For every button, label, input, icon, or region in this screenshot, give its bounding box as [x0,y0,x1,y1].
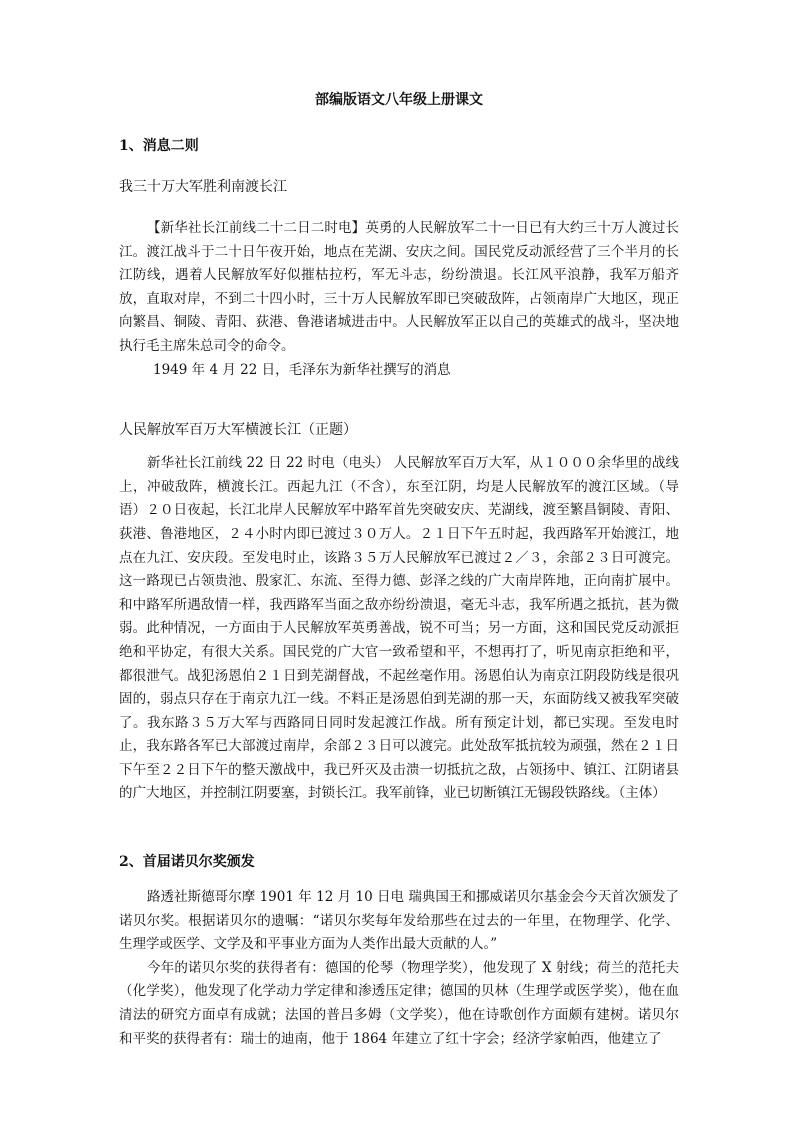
news-headline-1: 我三十万大军胜利南渡长江 [119,179,287,195]
news-headline-2: 人民解放军百万大军横渡长江（正题） [119,422,357,439]
section-heading-2: 2、首届诺贝尔奖颁发 [119,854,255,871]
document-page [119,90,679,1051]
nobel-paragraph-1: 路透社斯德哥尔摩 1901 年 12 月 10 日电 瑞典国王和挪威诺贝尔基金会今天首次颁发了诺贝尔奖。根据诺贝尔的遗嘱：“诺贝尔奖每年发给那些在过去的一年里，在物理学、化学、生理学或医学、文学及和平事业方面为人类作出最大贡献的人。” [119,889,679,953]
section-heading-1: 1、消息二则 [119,138,199,154]
news-paragraph-1: 【新华社长江前线二十二日二时电】英勇的人民解放军二十一日已有大约三十万人渡过长江。渡江战斗于二十日午夜开始，地点在芜湖、安庆之间。国民党反动派经营了三个半月的长江防线，遇着人民解放军好似摧枯拉朽，军无斗志，纷纷溃退。长江风平浪静，我军万船齐放，直取对岸，不到二十四小时，三十万人民解放军即已突破敌阵，占领南岸广大地区，现正向繁昌、铜陵、青阳、荻港、鲁港诸城进击中。人民解放军正以自己的英雄式的战斗，坚决地执行毛主席朱总司令的命令。 [119,220,679,354]
document-title: 部编版语文八年级上册课文 [315,92,483,108]
news-signature-1: 1949 年 4 月 22 日，毛泽东为新华社撰写的消息 [153,361,451,378]
nobel-paragraph-2: 今年的诺贝尔奖的获得者有：德国的伦琴（物理学奖），他发现了 X 射线；荷兰的范托夫（化学奖），他发现了化学动力学定律和渗透压定律；德国的贝林（生理学或医学奖），他在血清法的研究方面卓有成就；法国的普吕多姆（文学奖），他在诗歌创作方面颇有建树。诺贝尔和平奖的获得者有：瑞士的迪南，他于 1864 年建立了红十字会；经济学家帕西，他建立了 [119,959,679,1047]
news-paragraph-2: 新华社长江前线 22 日 22 时电（电头） 人民解放军百万大军，从１０００余华里的战线上，冲破敌阵，横渡长江。西起九江（不含），东至江阴，均是人民解放军的渡江区域。（导语）２０日夜起，长江北岸人民解放军中路军首先突破安庆、芜湖线，渡至繁昌铜陵、青阳、荻港、鲁港地区，２４小时内即已渡过３０万人。２１日下午五时起，我西路军开始渡江，地点在九江、安庆段。至发电时止，该路３５万人民解放军已渡过２／３，余部２３日可渡完。这一路现已占领贵池、殷家汇、东流、至得力德、彭泽之线的广大南岸阵地，正向南扩展中。和中路军所遇敌情一样，我西路军当面之敌亦纷纷溃退，毫无斗志，我军所遇之抵抗，甚为微弱。此种情况，一方面由于人民解放军英勇善战，锐不可当；另一方面，这和国民党反动派拒绝和平协定，有很大关系。国民党的广大官一致希望和平，不想再打了，听见南京拒绝和平，都很泄气。战犯汤恩伯２１日到芜湖督战，不起丝毫作用。汤恩伯认为南京江阴段防线是很巩固的，弱点只存在于南京九江一线。不料正是汤恩伯到芜湖的那一天，东面防线又被我军突破了。我东路３５万大军与西路同日同时发起渡江作战。所有预定计划，都已实现。至发电时止，我东路各军已大部渡过南岸，余部２３日可以渡完。此处敌军抵抗较为顽强，然在２１日下午至２２日下午的整天激战中，我已歼灭及击溃一切抵抗之敌，占领扬中、镇江、江阴诸县的广大地区，并控制江阴要塞，封锁长江。我军前锋，业已切断镇江无锡段铁路线。（主体） [119,455,679,802]
